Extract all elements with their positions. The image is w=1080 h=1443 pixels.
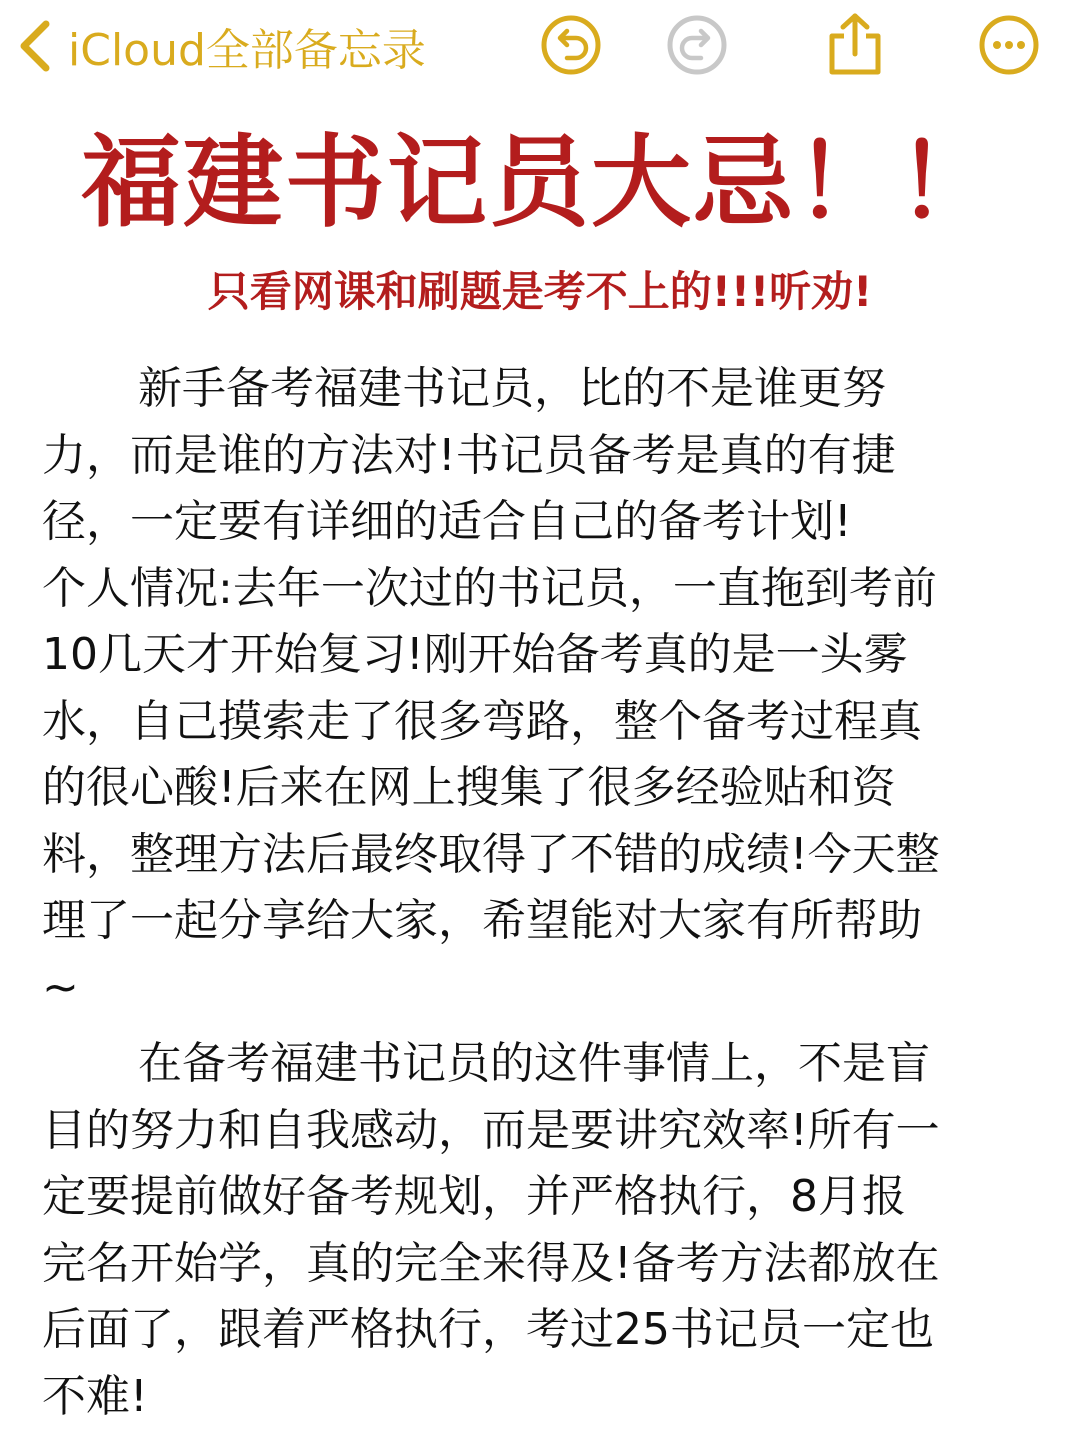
paragraph-line: 料，整理方法后最终取得了不错的成绩!今天整 [42, 828, 940, 880]
undo-icon [540, 14, 602, 80]
note-body[interactable] [42, 356, 1032, 1430]
paragraph-line: 目的努力和自我感动，而是要讲究效率!所有一 [42, 1104, 940, 1156]
paragraph-line: 个人情况:去年一次过的书记员，一直拖到考前 [42, 562, 937, 614]
paragraph-line: 完名开始学，真的完全来得及!备考方法都放在 [42, 1237, 940, 1289]
paragraph-line: 力，而是谁的方法对!书记员备考是真的有捷 [42, 429, 896, 481]
more-button[interactable] [976, 14, 1042, 80]
paragraph-line: ~ [42, 961, 79, 1013]
paragraph-line: 后面了，跟着严格执行，考过25书记员一定也 [42, 1304, 934, 1355]
note-subtitle: 只看网课和刷题是考不上的!!!听劝! [207, 267, 873, 316]
undo-button[interactable] [538, 14, 604, 80]
paragraph-line: 理了一起分享给大家，希望能对大家有所帮助 [42, 895, 922, 946]
redo-icon [666, 14, 728, 80]
paragraph-line: 新手备考福建书记员，比的不是谁更努 [138, 363, 886, 414]
share-button[interactable] [822, 14, 888, 80]
paragraph-line: 在备考福建书记员的这件事情上，不是盲 [138, 1038, 930, 1089]
back-label: iCloud全部备忘录 [68, 25, 426, 76]
paragraph-gap [42, 1021, 1032, 1031]
paragraph-line: 不难! [42, 1370, 148, 1422]
redo-button[interactable] [664, 14, 730, 80]
paragraph-line: 水，自己摸索走了很多弯路，整个备考过程真 [42, 695, 922, 747]
chevron-left-icon [10, 16, 60, 76]
share-icon [824, 12, 886, 82]
note-title: 福建书记员大忌！！ [81, 124, 999, 241]
paragraph-line: 10几天才开始复习!刚开始备考真的是一头雾 [42, 629, 908, 680]
more-icon [978, 14, 1040, 80]
paragraph-line: 径，一定要有详细的适合自己的备考计划! [42, 496, 852, 547]
nav-bar [0, 0, 1080, 96]
paragraph-line: 定要提前做好备考规划，并严格执行，8月报 [42, 1171, 906, 1222]
paragraph-line: 的很心酸!后来在网上搜集了很多经验贴和资 [42, 762, 896, 813]
back-button[interactable] [10, 16, 426, 76]
